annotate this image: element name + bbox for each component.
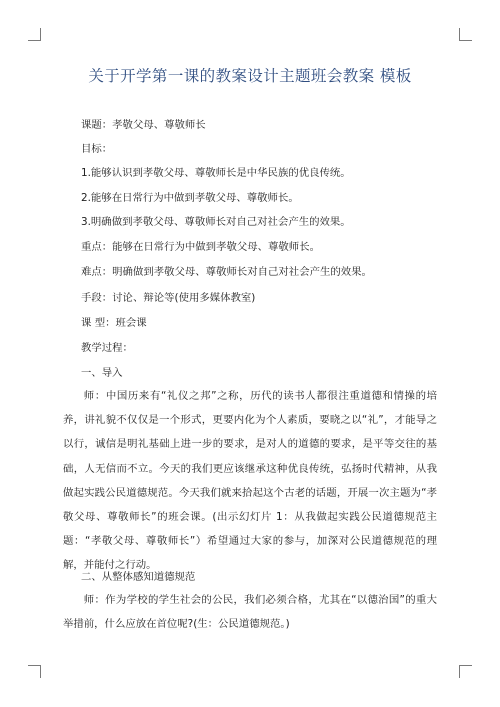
process-label: 教学过程： (81, 342, 133, 354)
goal-item-2: 2.能够在日常行为中做到孝敬父母、尊敬师长。 (81, 192, 299, 204)
crop-mark-bottom-right (459, 665, 472, 678)
goal-item-3: 3.明确做到孝敬父母、尊敬师长对自己对社会产生的效果。 (81, 216, 351, 228)
section-heading-norms: 二、从整体感知道德规范 (81, 571, 196, 583)
lesson-type-line: 课 型：班会课 (81, 317, 147, 329)
key-point-line: 重点：能够在日常行为中做到孝敬父母、尊敬师长。 (81, 241, 320, 253)
means-line: 手段：讨论、辩论等(使用多媒体教室) (81, 292, 256, 304)
crop-mark-bottom-left (28, 665, 41, 678)
crop-mark-top-right (459, 28, 472, 41)
crop-mark-top-left (28, 28, 41, 41)
section-heading-intro: 一、导入 (81, 367, 123, 379)
document-title: 关于开学第一课的教案设计主题班会教案 模板 (88, 67, 412, 85)
difficulty-line: 难点：明确做到孝敬父母、尊敬师长对自己对社会产生的效果。 (81, 266, 372, 278)
section-paragraph-intro: 师：中国历来有“礼仪之邦”之称，历代的读书人都很注重道德和情操的培养，讲礼貌不仅仅是一个形式，更要内化为个人素质，要晓之以“礼”，才能导之以行，诚信是明礼基础上进一步的要求，是对人的道德的要求，是平等交往的基础，人无信而不立。今天的我们更应该继承这种优良传统，弘扬时代精神，从我做起实践公民道德规范。今天我们就来拾起这个古老的话题，开展一次主题为“孝敬父母、尊敬师长”的班会课。(出示幻灯片 1：从我做起实践公民道德规范主题：“孝敬父母、尊敬师长”）希望通过大家的参与，加深对公民道德规范的理解，并能付之行动。 (63, 390, 437, 572)
section-paragraph-norms: 师：作为学校的学生社会的公民，我们必须合格，尤其在“以德治国”的重大举措前，什么应放在首位呢?(生：公民道德规范。) (63, 594, 437, 631)
goal-item-1: 1.能够认识到孝敬父母、尊敬师长是中华民族的优良传统。 (81, 167, 351, 179)
goals-label: 目标： (81, 143, 113, 155)
topic-line: 课题：孝敬父母、尊敬师长 (81, 119, 206, 131)
